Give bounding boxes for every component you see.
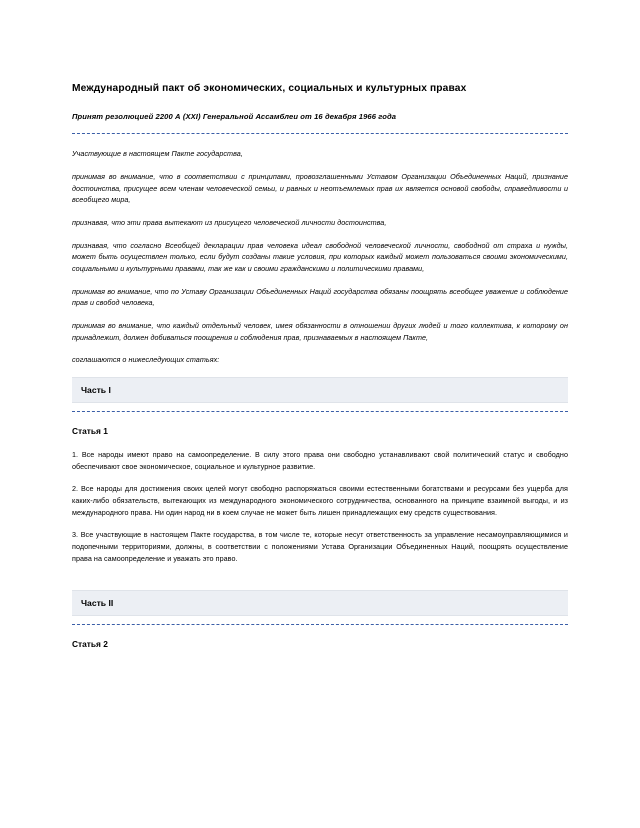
document-subtitle: Принят резолюцией 2200 А (XXI) Генеральной Ассамблеи от 16 декабря 1966 года (72, 111, 397, 121)
preamble-lead: Участвующие в настоящем Пакте государства, (72, 149, 243, 159)
article-heading: Статья 1 (72, 425, 108, 436)
divider-part-1 (72, 411, 568, 412)
article-heading: Статья 2 (72, 639, 108, 650)
spacer (72, 575, 568, 581)
divider-top (72, 133, 568, 134)
article-paragraph: 3. Все участвующие в настоящем Пакте государства, в том числе те, которые несут ответственность за управление несамоуправляющимися и подопечными территориями, должны, в соответствии с положениями Устава Организации Объединенных Наций, поощрять осуществление права на самоопределение и уважать это право. (72, 530, 568, 563)
preamble-paragraph: признавая, что эти права вытекают из присущего человеческой личности достоинства, (72, 218, 387, 228)
preamble-paragraph: принимая во внимание, что в соответствии с принципами, провозглашенными Уставом Организации Объединенных Наций, признание достоинства, присущее всем членам человеческой семьи, и равных и неотъемлемых прав их является основой свободы, справедливости и всеобщего мира, (72, 172, 568, 205)
part-band-2 (72, 590, 568, 616)
article-paragraph: 1. Все народы имеют право на самоопределение. В силу этого права они свободно устанавливают свой политический статус и свободно обеспечивают свое экономическое, социальное и культурное развитие. (72, 449, 568, 471)
divider-part-2 (72, 624, 568, 625)
page-title: Международный пакт об экономических, социальных и культурных правах (72, 83, 467, 94)
part-heading: Часть I (81, 384, 111, 395)
preamble-paragraph: принимая во внимание, что по Уставу Организации Объединенных Наций государства обязаны поощрять всеобщее уважение и соблюдение прав и свобод человека, (72, 286, 568, 308)
part-heading: Часть II (81, 598, 114, 609)
preamble-closing: соглашаются о нижеследующих статьях: (72, 355, 220, 365)
preamble-paragraph: признавая, что согласно Всеобщей декларации прав человека идеал свободной человеческой личности, свободной от страха и нужды, может быть осуществлен только, если будут созданы такие условия, при которых каждый может пользоваться своими экономическими, социальными и культурными правами, так же как и своими гражданскими и политическими правами, (72, 240, 568, 273)
preamble-paragraph: принимая во внимание, что каждый отдельный человек, имея обязанности в отношении других людей и того коллектива, к которому он принадлежит, должен добиваться поощрения и соблюдения прав, признаваемых в настоящем Пакте, (72, 320, 568, 342)
part-band-1 (72, 377, 568, 403)
article-paragraph: 2. Все народы для достижения своих целей могут свободно распоряжаться своими естественными богатствами и ресурсами без ущерба для каких-либо обязательств, вытекающих из международного экономического сотрудничества, основанного на принципе взаимной выгоды, и из международного права. Ни один народ ни в коем случае не может быть лишен принадлежащих ему средств существования. (72, 484, 568, 517)
